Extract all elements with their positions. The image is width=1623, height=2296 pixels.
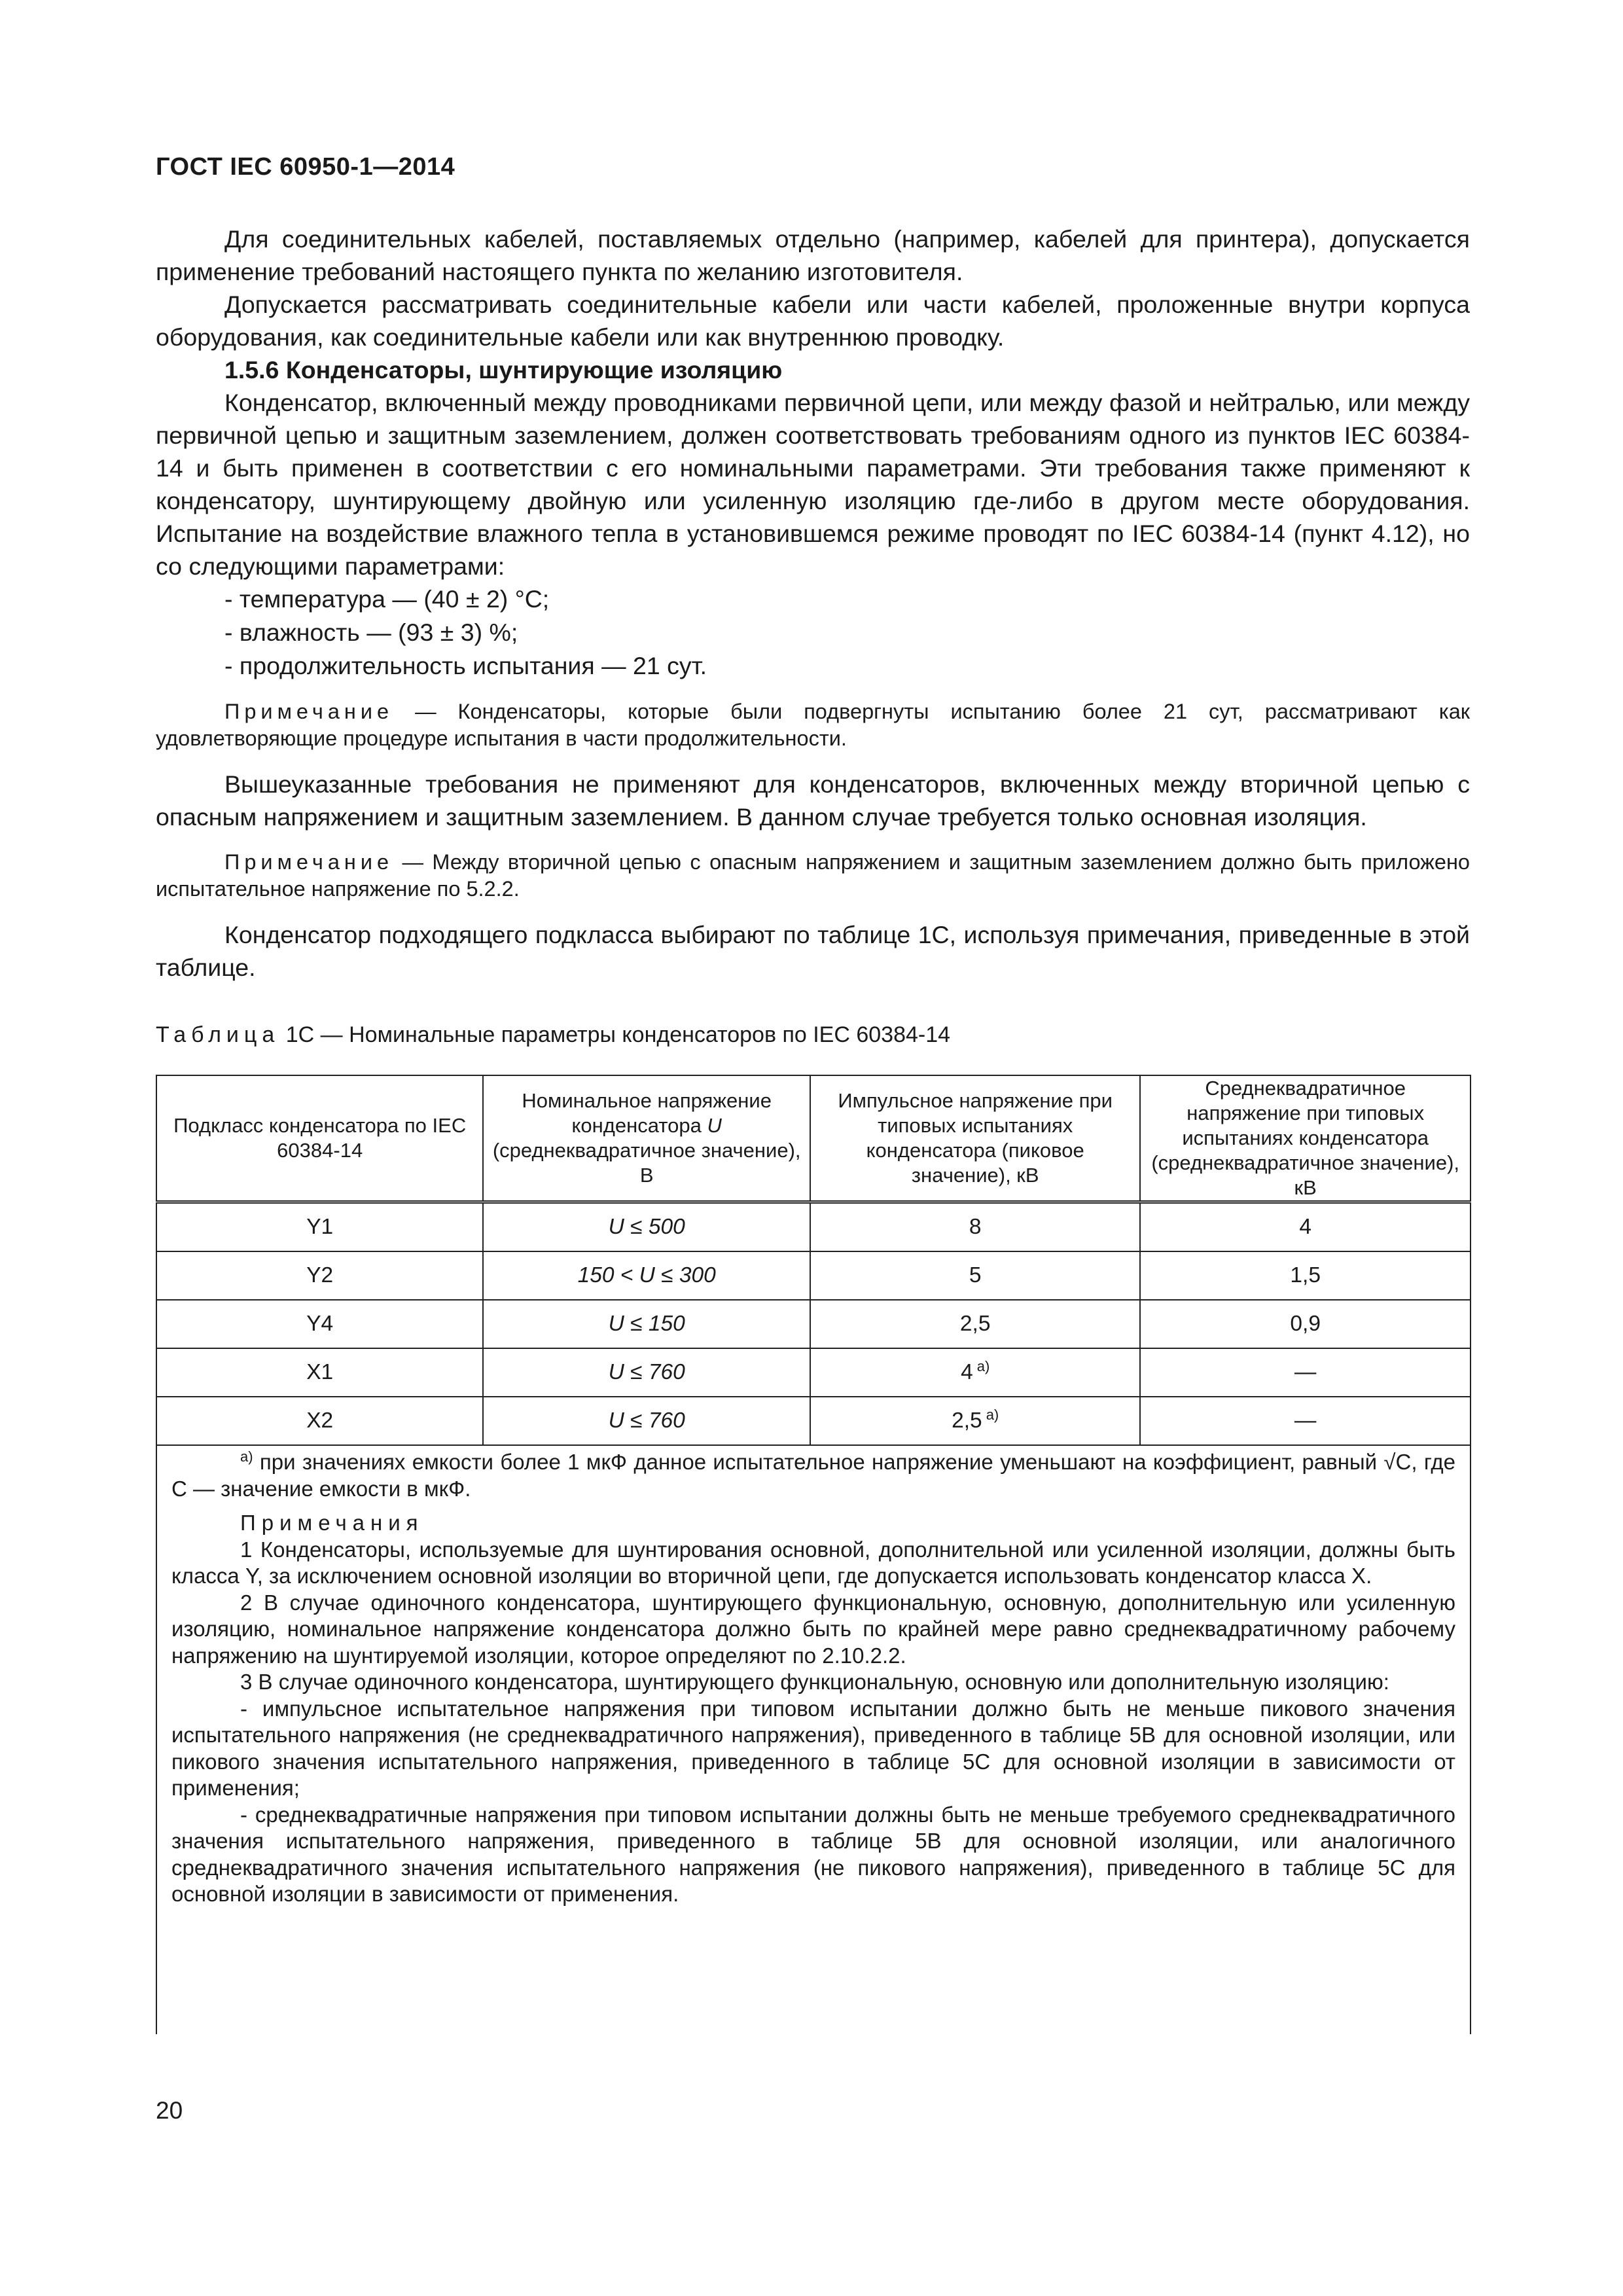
table-row — [156, 1251, 1471, 1300]
table-note-1: 1 Конденсаторы, используемые для шунтирования основной, дополнительной или усиленной изоляции, должны быть класса Y, за исключением основной изоляции во вторичной цепи, где допускается использовать конденсатор класса X. — [171, 1537, 1455, 1588]
footnote-a — [171, 1449, 1455, 1502]
paragraph-cables-separate: Для соединительных кабелей, поставляемых отдельно (например, кабелей для принтера), допускается применение требований настоящего пункта по желанию изготовителя. — [156, 225, 1470, 285]
column-header-subclass: Подкласс конденсатора по IEC 60384-14 — [156, 1075, 483, 1202]
cell-rated-voltage: 150 < U ≤ 300 — [483, 1251, 810, 1300]
cell-rms-voltage: — — [1140, 1348, 1471, 1397]
table-note-2: 2 В случае одиночного конденсатора, шунтирующего функциональную, основную, дополнительную или усиленную изоляцию, номинальное напряжение конденсатора должно быть по крайней мере равно среднеквадратичному рабочему напряжению на шунтируемой изоляции, которое определяют по 2.10.2.2. — [171, 1590, 1455, 1668]
cell-impulse-voltage — [810, 1397, 1140, 1445]
cell-rated-voltage: U ≤ 760 — [483, 1397, 810, 1445]
document-code-header: ГОСТ IEC 60950-1—2014 — [156, 153, 455, 181]
footnote-mark: а) — [240, 1448, 253, 1465]
cell-rated-voltage: U ≤ 500 — [483, 1202, 810, 1252]
impulse-value: 8 — [969, 1215, 982, 1239]
section-title-1-5-6: 1.5.6 Конденсаторы, шунтирующие изоляцию — [224, 356, 783, 384]
paragraph-secondary-circuit: Вышеуказанные требования не применяют для конденсаторов, включенных между вторичной цепью с опасным напряжением и защитным заземлением. В данном случае требуется только основная изоляция. — [156, 770, 1470, 831]
column-header-impulse-voltage: Импульсное напряжение при типовых испытаниях конденсатора (пиковое значение), кВ — [810, 1075, 1140, 1202]
list-item-duration: - продолжительность испытания — 21 сут. — [224, 652, 707, 679]
note-test-voltage — [156, 849, 1470, 903]
table-caption-text: 1С — Номинальные параметры конденсаторов по IEC 60384-14 — [279, 1022, 951, 1047]
table-footnotes — [156, 1444, 1471, 2034]
cell-rms-voltage: 4 — [1140, 1202, 1471, 1252]
footnote-reference: а) — [986, 1406, 999, 1423]
cell-subclass: Y1 — [156, 1202, 483, 1252]
note-test-duration — [156, 698, 1470, 752]
cell-rms-voltage: — — [1140, 1397, 1471, 1445]
note-text: — Между вторичной цепью с опасным напряжением и защитным заземлением должно быть приложено испытательное напряжение по 5.2.2. — [156, 850, 1470, 901]
table-row — [156, 1397, 1471, 1445]
table-body — [156, 1202, 1471, 1446]
note-text: — Конденсаторы, которые были подвергнуты испытанию более 21 сут, рассматривают как удовлетворяющие процедуре испытания в части продолжительности. — [156, 700, 1470, 750]
table-row — [156, 1300, 1471, 1348]
table-header-row — [156, 1075, 1471, 1202]
table-note-3-item-1: - импульсное испытательное напряжения при типовом испытании должно быть не меньше пикового значения испытательного напряжения (не среднеквадратичного напряжения), приведенного в таблице 5В для основной изоляции, или пикового значения испытательного напряжения, приведенного в таблице 5С для основной изоляции в зависимости от применения; — [171, 1696, 1455, 1800]
capacitor-parameters-table — [156, 1075, 1471, 1446]
list-item-humidity: - влажность — (93 ± 3) %; — [224, 619, 518, 646]
table-caption — [156, 1022, 950, 1048]
footnote-reference: а) — [976, 1357, 990, 1374]
cell-rms-voltage: 0,9 — [1140, 1300, 1471, 1348]
list-item-temperature: - температура — (40 ± 2) °С; — [224, 585, 550, 613]
notes-header: Примечания — [240, 1511, 424, 1535]
impulse-value: 5 — [969, 1263, 982, 1287]
impulse-value: 4 — [961, 1360, 973, 1384]
footnote-text: при значениях емкости более 1 мкФ данное испытательное напряжение уменьшают на коэффициент, равный √С, где С — значение емкости в мкФ. — [171, 1450, 1455, 1501]
cell-subclass: Y4 — [156, 1300, 483, 1348]
note-label: Примечание — [224, 700, 394, 723]
table-note-3: 3 В случае одиночного конденсатора, шунтирующего функциональную, основную или дополнительную изоляцию: — [240, 1670, 1389, 1694]
paragraph-cables-internal: Допускается рассматривать соединительные кабели или части кабелей, проложенные внутри корпуса оборудования, как соединительные кабели или как внутреннюю проводку. — [156, 291, 1470, 351]
table-caption-label: Таблица — [156, 1022, 280, 1047]
cell-subclass: X2 — [156, 1397, 483, 1445]
cell-impulse-voltage — [810, 1348, 1140, 1397]
table-row — [156, 1348, 1471, 1397]
cell-rated-voltage: U ≤ 150 — [483, 1300, 810, 1348]
cell-rms-voltage: 1,5 — [1140, 1251, 1471, 1300]
table-note-3-item-2: - среднеквадратичные напряжения при типовом испытании должны быть не меньше требуемого среднеквадратичного значения испытательного напряжения, приведенного в таблице 5В для основной изоляции, или аналогичного среднеквадратичного значения испытательного напряжения (не пикового напряжения), приведенного в таблице 5С для основной изоляции в зависимости от применения. — [171, 1802, 1455, 1906]
page-number: 20 — [156, 2097, 183, 2124]
main-text-block — [156, 223, 1470, 984]
note-label: Примечание — [224, 850, 394, 874]
table-row — [156, 1202, 1471, 1252]
cell-rated-voltage: U ≤ 760 — [483, 1348, 810, 1397]
impulse-value: 2,5 — [952, 1408, 982, 1433]
cell-subclass: Y2 — [156, 1251, 483, 1300]
cell-impulse-voltage — [810, 1300, 1140, 1348]
paragraph-capacitor-requirements: Конденсатор, включенный между проводниками первичной цепи, или между фазой и нейтралью, или между первичной цепью и защитным заземлением, должен соответствовать требованиям одного из пунктов IEC 60384-14 и быть применен в соответствии с его номинальными параметрами. Эти требования также применяют к конденсатору, шунтирующему двойную или усиленную изоляцию где-либо в другом месте оборудования. Испытание на воздействие влажного тепла в установившемся режиме проводят по IEC 60384-14 (пункт 4.12), но со следующими параметрами: — [156, 389, 1470, 580]
cell-impulse-voltage — [810, 1202, 1140, 1252]
paragraph-table-reference: Конденсатор подходящего подкласса выбирают по таблице 1С, используя примечания, приведенные в этой таблице. — [156, 921, 1470, 981]
cell-subclass: X1 — [156, 1348, 483, 1397]
column-header-rms-voltage: Среднеквадратичное напряжение при типовых испытаниях конденсатора (среднеквадратичное значение), кВ — [1140, 1075, 1471, 1202]
column-header-rated-voltage: Номинальное напряжение конденсатора U (среднеквадратичное значение), В — [483, 1075, 810, 1202]
impulse-value: 2,5 — [959, 1312, 991, 1336]
cell-impulse-voltage — [810, 1251, 1140, 1300]
